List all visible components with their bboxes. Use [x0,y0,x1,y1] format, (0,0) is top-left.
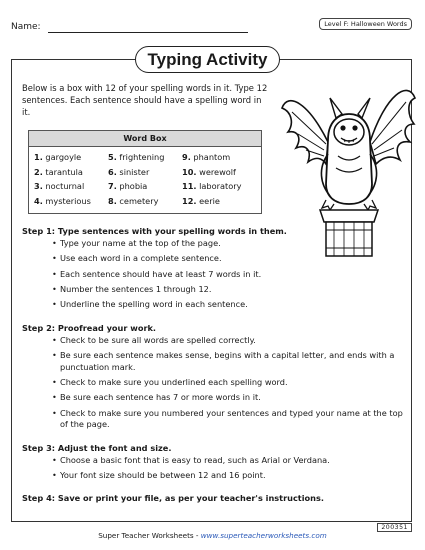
step-bullet: • Your font size should be between 12 and 16 point. [22,470,408,482]
step-bullet: • Each sentence should have at least 7 words in it. [22,269,408,281]
spelling-word: nocturnal [45,181,85,191]
step-heading: Step 4: Save or print your file, as per your teacher's instructions. [22,493,324,504]
spelling-word: tarantula [45,166,83,177]
word-number: 12. [182,195,197,206]
word-number: 8. [108,195,117,206]
intro-text: Below is a box with 12 of your spelling words in it. Type 12 sentences. Each sentence should have a spelling word in it. [22,83,268,117]
step-bullet: • Use each word in a complete sentence. [22,253,408,265]
step-heading: Step 3: Adjust the font and size. [22,443,172,454]
word-box-item [34,196,108,206]
word-box-item [108,167,182,177]
step-bullets [22,335,408,431]
word-box-item [182,181,262,191]
name-line [48,32,248,33]
step-block [22,493,408,503]
word-number: 11. [182,181,197,191]
spelling-word: frightening [119,152,165,162]
spelling-word: sinister [119,166,150,177]
word-box-item [108,196,182,206]
step-block [22,323,408,431]
word-box-item [108,181,182,191]
word-number: 2. [34,166,43,177]
word-box-item [182,152,262,162]
step-heading: Step 2: Proofread your work. [22,322,157,333]
spelling-word: werewolf [199,166,236,177]
word-box-item [34,152,108,162]
word-box-item [182,196,262,206]
footer-link[interactable]: www.superteacherworksheets.com [200,531,327,540]
word-number: 9. [182,152,191,162]
word-box-grid [29,147,261,206]
name-label: Name: [11,22,41,32]
step-bullets [22,455,408,482]
step-bullet: • Check to make sure you numbered your sentences and typed your name at the top of the page. [22,408,408,431]
spelling-word: phantom [193,152,231,162]
spelling-word: laboratory [199,181,242,191]
step-bullet: • Check to be sure all words are spelled correctly. [22,335,408,347]
word-box-item [34,181,108,191]
step-bullet: • Check to make sure you underlined each spelling word. [22,377,408,389]
step-bullets [22,238,408,311]
word-box-item [34,167,108,177]
spelling-word: cemetery [119,195,159,206]
page-title: Typing Activity [135,46,280,73]
word-number: 1. [34,152,43,162]
word-number: 4. [34,195,43,206]
footer-prefix: Super Teacher Worksheets - [98,531,201,540]
footer [0,531,425,540]
spelling-word: mysterious [45,195,91,206]
step-bullet: • Number the sentences 1 through 12. [22,284,408,296]
step-bullet: • Underline the spelling word in each sentence. [22,299,408,311]
steps-section [22,226,408,505]
word-box-heading: Word Box [29,131,261,147]
worksheet-code: 200351 [377,523,412,532]
step-heading: Step 1: Type sentences with your spelling words in them. [22,226,287,236]
step-bullet: • Be sure each sentence makes sense, begins with a capital letter, and ends with a punctuation mark. [22,350,408,373]
word-box-item [182,167,262,177]
spelling-word: eerie [199,195,220,206]
step-block [22,226,408,311]
word-box [28,130,262,214]
step-block [22,443,408,482]
step-bullet: • Choose a basic font that is easy to read, such as Arial or Verdana. [22,455,408,467]
word-number: 3. [34,181,43,191]
word-number: 7. [108,181,117,191]
word-box-item [108,152,182,162]
level-tag: Level F: Halloween Words [319,18,412,30]
word-number: 10. [182,166,197,177]
step-bullet: • Type your name at the top of the page. [22,238,408,250]
spelling-word: phobia [119,181,148,191]
word-number: 6. [108,166,117,177]
word-number: 5. [108,152,117,162]
spelling-word: gargoyle [45,152,82,162]
step-bullet: • Be sure each sentence has 7 or more words in it. [22,392,408,404]
